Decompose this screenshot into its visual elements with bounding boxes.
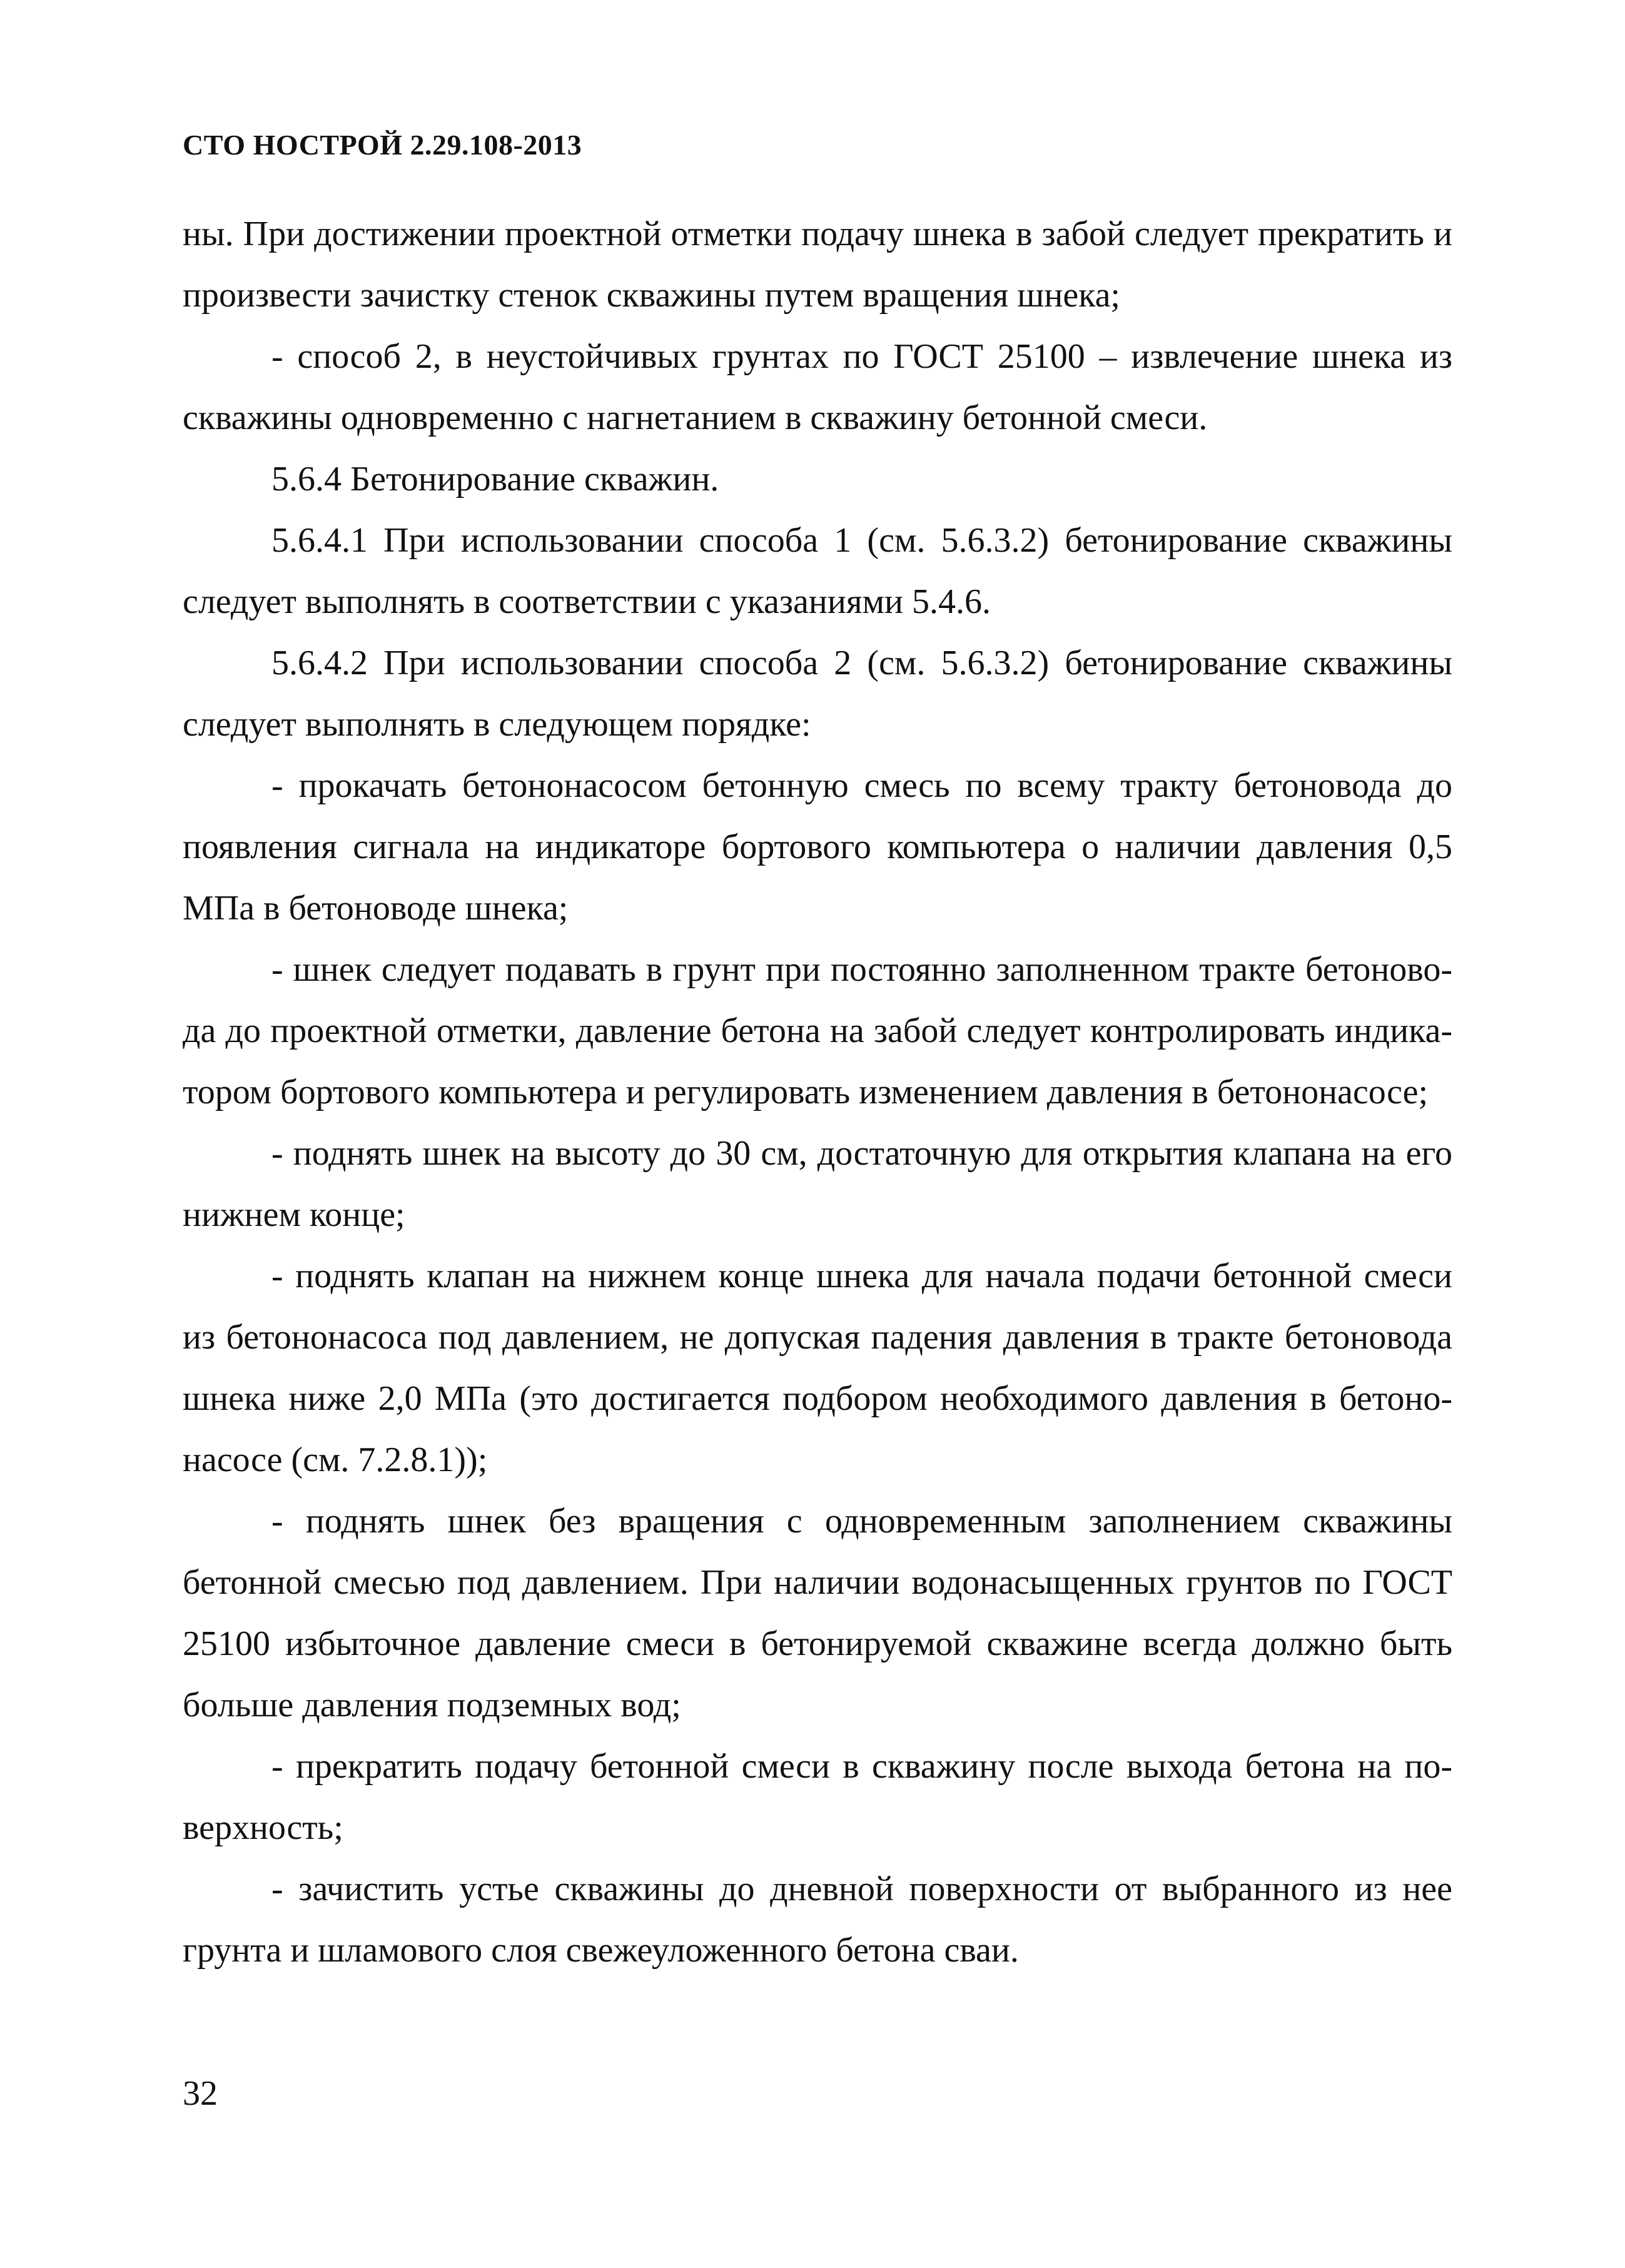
- list-item: - поднять шнек без вращения с одновременным заполнением скважины бетонной смесью под давлением. При наличии водонасыщенных грунтов по ГОСТ 25100 избыточное давление смеси в бетонируемой скважине всегда должно быть больше давления подземных вод;: [183, 1502, 1452, 1724]
- paragraph: - способ 2, в неустойчивых грунтах по ГОСТ 25100 – извлечение шнека из скважины одновременно с нагнетанием в скважину бетонной смеси.: [183, 337, 1452, 437]
- document-code-header: СТО НОСТРОЙ 2.29.108-2013: [183, 129, 582, 161]
- list-item: - поднять клапан на нижнем конце шнека для начала подачи бетонной смеси из бетононасоса под давлением, не допуская падения давления в тракте бетоновода шнека ниже 2,0 МПа (это достигается подбором необходимого давления в бетононасосе (см. 7.2.8.1));: [183, 1257, 1452, 1479]
- section-heading: 5.6.4 Бетонирование скважин.: [271, 460, 719, 499]
- list-item: - прокачать бетононасосом бетонную смесь по всему тракту бетоновода до появления сигнала на индикаторе бортового компьютера о наличии давления 0,5 МПа в бетоноводе шнека;: [183, 766, 1452, 928]
- list-item: - зачистить устье скважины до дневной поверхности от выбранного из нее грунта и шламового слоя свежеуложенного бетона сваи.: [183, 1870, 1452, 1970]
- paragraph: ны. При достижении проектной отметки подачу шнека в забой следует прекратить и произвести зачистку стенок скважины путем вращения шнека;: [183, 215, 1452, 315]
- list-item: - поднять шнек на высоту до 30 см, достаточную для открытия клапана на его нижнем конце;: [183, 1134, 1452, 1234]
- list-item: - шнек следует подавать в грунт при постоянно заполненном тракте бетоновода до проектной отметки, давление бетона на забой следует контролировать индикатором бортового компьютера и регулировать изменением давления в бетононасосе;: [183, 950, 1452, 1111]
- list-item: - прекратить подачу бетонной смеси в скважину после выхода бетона на поверхность;: [183, 1747, 1452, 1847]
- paragraph: 5.6.4.1 При использовании способа 1 (см. 5.6.3.2) бетонирование скважины следует выполнять в соответствии с указаниями 5.4.6.: [183, 521, 1452, 621]
- page-number: 32: [183, 2074, 218, 2113]
- body-text: [183, 203, 1452, 1981]
- paragraph: 5.6.4.2 При использовании способа 2 (см. 5.6.3.2) бетонирование скважины следует выполнять в следующем порядке:: [183, 644, 1452, 744]
